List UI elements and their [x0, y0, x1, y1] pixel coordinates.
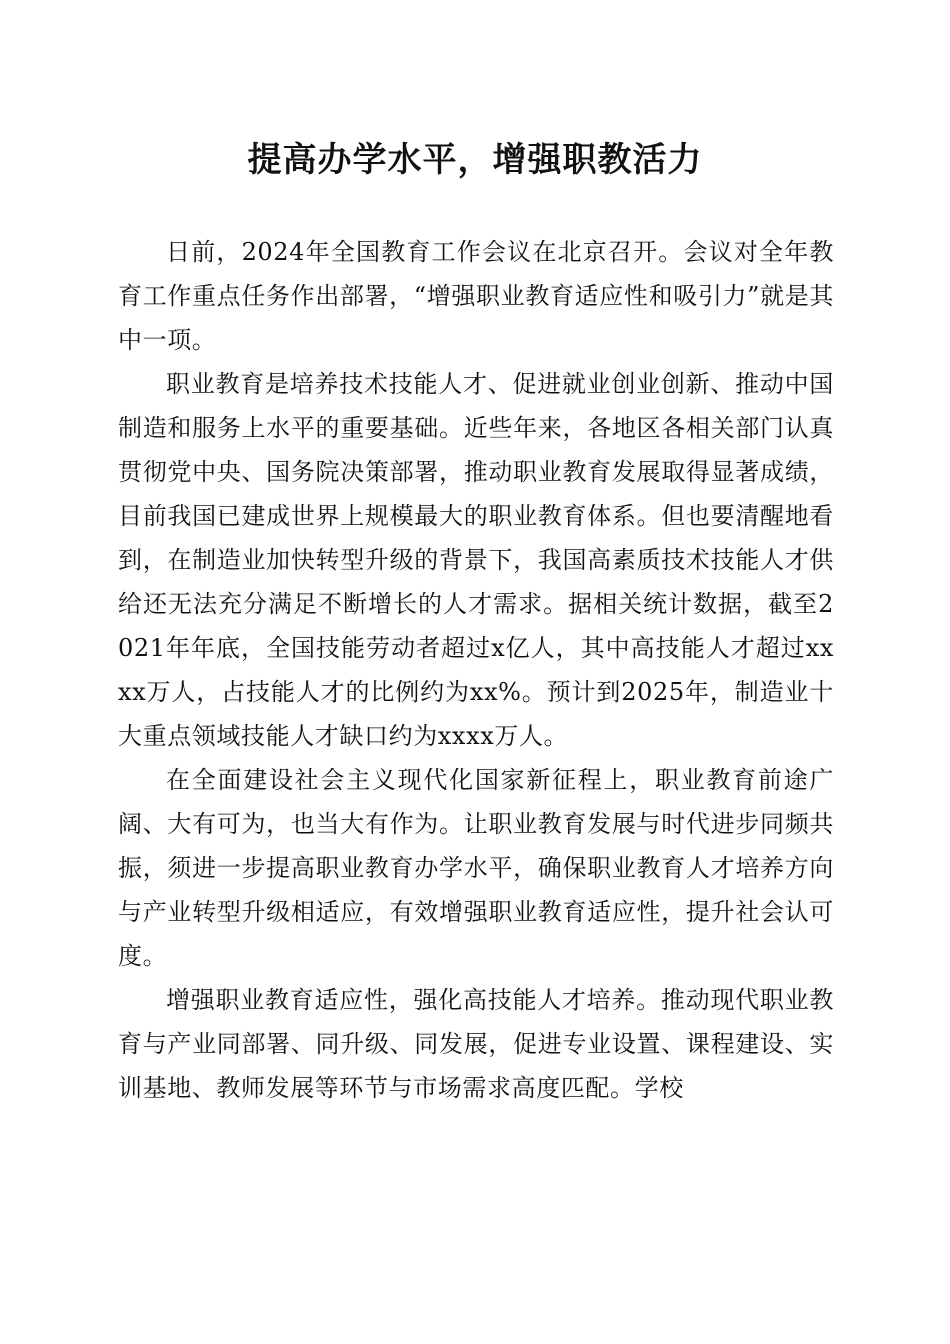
document-title: 提高办学水平，增强职教活力 — [247, 140, 703, 180]
paragraph: 职业教育是培养技术技能人才、促进就业创业创新、推动中国制造和服务上水平的重要基础。近些年来，各地区各相关部门认真贯彻党中央、国务院决策部署，推动职业教育发展取得显著成绩，目前我国已建成世界上规模最大的职业教育体系。但也要清醒地看到，在制造业加快转型升级的背景下，我国高素质技术技能人才供给还无法充分满足不断增长的人才需求。据相关统计数据，截至2021年年底，全国技能劳动者超过x亿人，其中高技能人才超过xxxx万人，占技能人才的比例约为xx%。预计到2025年，制造业十大重点领域技能人才缺口约为xxxx万人。 — [118, 370, 834, 750]
paragraph: 日前，2024年全国教育工作会议在北京召开。会议对全年教育工作重点任务作出部署，“增强职业教育适应性和吸引力”就是其中一项。 — [118, 238, 834, 354]
paragraph: 增强职业教育适应性，强化高技能人才培养。推动现代职业教育与产业同部署、同升级、同发展，促进专业设置、课程建设、实训基地、教师发展等环节与市场需求高度匹配。学校 — [118, 986, 834, 1102]
document-body — [118, 230, 834, 1110]
paragraph: 在全面建设社会主义现代化国家新征程上，职业教育前途广阔、大有可为，也当大有作为。让职业教育发展与时代进步同频共振，须进一步提高职业教育办学水平，确保职业教育人才培养方向与产业转型升级相适应，有效增强职业教育适应性，提升社会认可度。 — [118, 766, 834, 970]
